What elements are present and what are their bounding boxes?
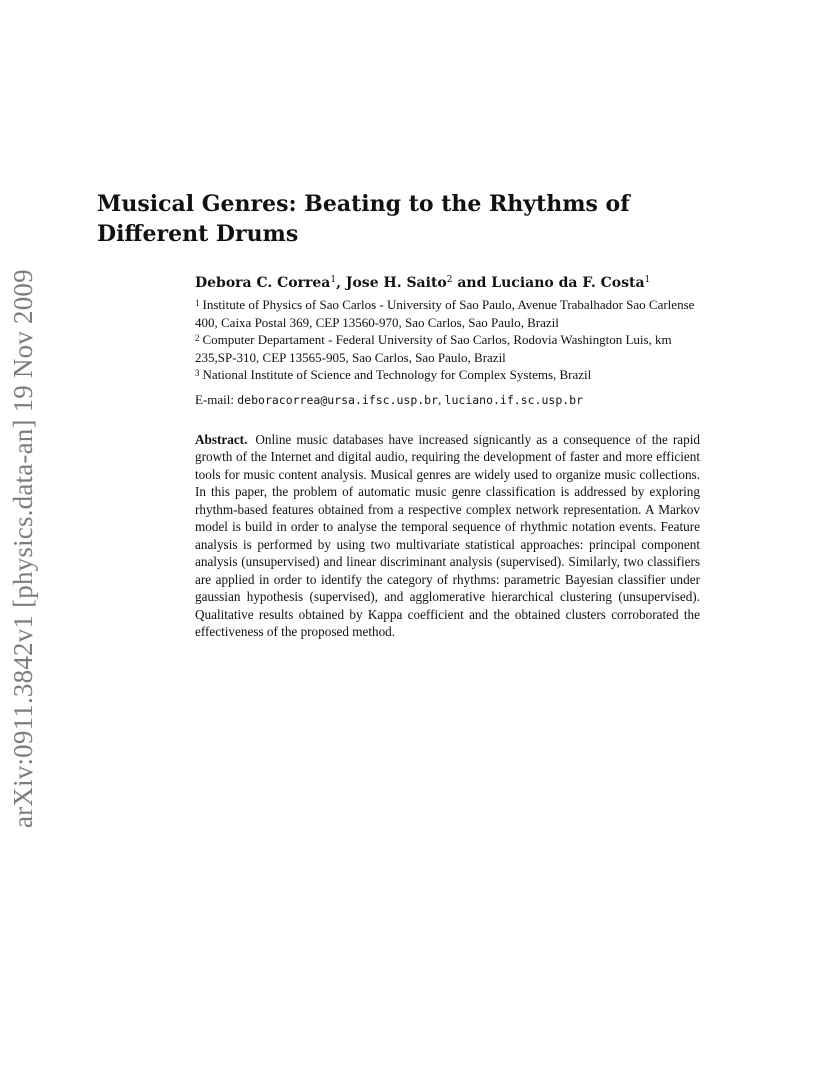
affiliation-number: 1 [195, 298, 200, 308]
affiliation-item [195, 331, 701, 366]
abstract-label: Abstract. [195, 432, 248, 447]
affiliation-item [195, 296, 701, 331]
author-affiliation-mark: 1 [330, 275, 337, 285]
affiliation-list [195, 296, 701, 384]
affiliation-text: Institute of Physics of Sao Carlos - University of Sao Paulo, Avenue Trabalhador Sao Carlense 400, Caixa Postal 369, CEP 13560-970, Sao Carlos, Sao Paulo, Brazil [195, 297, 695, 330]
affiliation-number: 2 [195, 333, 200, 343]
author-separator: , [336, 275, 346, 291]
email-separator: , [438, 392, 445, 407]
author-name: Debora C. Correa [195, 275, 331, 291]
author-separator: and [452, 275, 492, 291]
affiliation-number: 3 [195, 368, 200, 378]
paper-title [97, 189, 717, 249]
contact-email [195, 391, 701, 409]
email-address[interactable]: luciano.if.sc.usp.br [444, 393, 584, 407]
author-list [195, 271, 715, 295]
author-affiliation-mark: 1 [644, 275, 651, 285]
author-name: Luciano da F. Costa [491, 275, 645, 291]
author-name: Jose H. Saito [345, 275, 447, 291]
affiliation-item [195, 366, 701, 384]
affiliation-text: Computer Departament - Federal University of Sao Carlos, Rodovia Washington Luis, km 235,SP-310, CEP 13565-905, Sao Carlos, Sao Paulo, Brazil [195, 332, 672, 365]
paper-title-line-1: Musical Genres: Beating to the Rhythms of [97, 191, 630, 217]
email-label: E-mail: [195, 392, 238, 407]
author-affiliation-mark: 2 [446, 275, 453, 285]
abstract [195, 431, 700, 640]
email-address[interactable]: deboracorrea@ursa.ifsc.usp.br [237, 393, 439, 407]
abstract-text: Online music databases have increased signicantly as a consequence of the rapid growth of the Internet and digital audio, requiring the development of faster and more efficient tools for music content analysis. Musical genres are widely used to organize music collections. In this paper, the problem of automatic music genre classification is addressed by exploring rhythm-based features obtained from a respective complex network representation. A Markov model is build in order to analyse the temporal sequence of rhythmic notation events. Feature analysis is performed by using two multivariate statistical approaches: principal component analysis (unsupervised) and linear discriminant analysis (supervised). Similarly, two classifiers are applied in order to identify the category of rhythms: parametric Bayesian classifier under gaussian hypothesis (supervised), and agglomerative hierarchical clustering (unsupervised). Qualitative results obtained by Kappa coefficient and the obtained clusters corroborated the effectiveness of the proposed method. [195, 432, 700, 639]
affiliation-text: National Institute of Science and Technology for Complex Systems, Brazil [202, 367, 592, 382]
arxiv-identifier-stamp: arXiv:0911.3842v1 [physics.data-an] 19 Nov 2009 [8, 269, 38, 828]
paper-title-line-2: Different Drums [97, 221, 299, 247]
